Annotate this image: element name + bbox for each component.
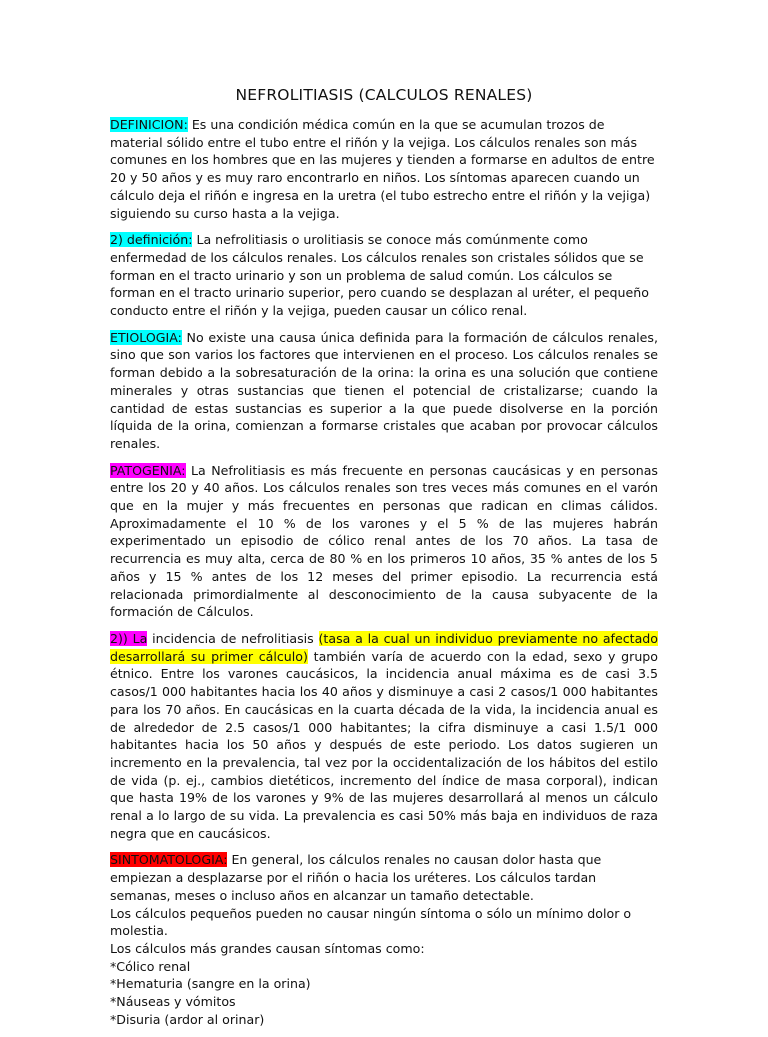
paragraph-incidencia (110, 630, 658, 842)
list-item: *Disuria (ardor al orinar) (110, 1011, 265, 1027)
label-sintomatologia: SINTOMATOLOGIA: (110, 852, 228, 868)
paragraph-definicion (110, 116, 658, 222)
text-sintomatologia-line2: Los cálculos pequeños pueden no causar ningún síntoma o sólo un mínimo dolor o molestia. (110, 905, 632, 939)
paragraph-definicion-2 (110, 231, 658, 320)
label-patogenia: PATOGENIA: (110, 462, 186, 478)
document-page (110, 86, 658, 1037)
text-etiologia: No existe una causa única definida para la formación de cálculos renales, sino que son varios los factores que intervienen en el proceso. Los cálculos renales se forman debido a la sobresaturación de la orina: la orina es una solución que contiene minerales y otras sustancias que tienen el potencial de cristalizarse; cuando la cantidad de estas sustancias es superior a la que puede disolverse en la porción líquida de la orina, comienzan a formarse cristales que acaban por provocar cálculos renales. (110, 329, 658, 451)
text-patogenia: La Nefrolitiasis es más frecuente en personas caucásicas y en personas entre los 20 y 40 años. Los cálculos renales son tres veces más comunes en el varón que en la mujer y más frecuentes en personas que radican en climas cálidos. Aproximadamente el 10 % de los varones y el 5 % de las mujeres habrán experimentado un episodio de cólico renal antes de los 70 años. La tasa de recurrencia es muy alta, cerca de 80 % en los primeros 10 años, 35 % antes de los 5 años y 15 % antes de los 12 meses del primer episodio. La recurrencia está relacionada primordialmente al desconocimiento de la causa subyacente de la formación de Cálculos. (110, 462, 658, 620)
paragraph-etiologia (110, 329, 658, 453)
section-sintomatologia (110, 851, 658, 1028)
label-etiologia: ETIOLOGIA: (110, 329, 182, 345)
text-sintomatologia-line3: Los cálculos más grandes causan síntomas como: (110, 940, 425, 956)
text-sintomatologia: En general, los cálculos renales no causan dolor hasta que empiezan a desplazarse por el riñón o hacia los uréteres. Los cálculos tardan semanas, meses o incluso años en alcanzar un tamaño detectable. (110, 852, 602, 903)
text-definicion: Es una condición médica común en la que se acumulan trozos de material sólido entre el tubo entre el riñón y la vejiga. Los cálculos renales son más comunes en los hombres que en las mujeres y tienden a formarse en adultos de entre 20 y 50 años y es muy raro encontrarlo en niños. Los síntomas aparecen cuando un cálculo deja el riñón e ingresa en la uretra (el tubo estrecho entre el riñón y la vejiga) siguiendo su curso hasta a la vejiga. (110, 117, 655, 221)
label-definicion-2: 2) definición: (110, 232, 193, 248)
highlight-incidencia: (tasa a la cual un individuo previamente no afectado desarrollará su primer cálculo) (110, 630, 659, 664)
list-item: *Náuseas y vómitos (110, 994, 236, 1010)
paragraph-patogenia (110, 462, 658, 621)
document-title: NEFROLITIASIS (CALCULOS RENALES) (235, 86, 533, 104)
label-incidencia: 2)) La (110, 630, 148, 646)
list-item: *Hematuria (sangre en la orina) (110, 976, 311, 992)
label-definicion: DEFINICION: (110, 117, 188, 132)
text-definicion-2: La nefrolitiasis o urolitiasis se conoce más comúnmente como enfermedad de los cálculos renales. Los cálculos renales son cristales sólidos que se forman en el tracto urinario y son un problema de salud común. Los cálculos se forman en el tracto urinario superior, pero cuando se desplazan al uréter, el pequeño conducto entre el riñón y la vejiga, pueden causar un cólico renal. (110, 232, 649, 319)
list-item: *Cólico renal (110, 958, 191, 974)
text-incidencia-after: también varía de acuerdo con la edad, sexo y grupo étnico. Entre los varones caucásicos, la incidencia anual máxima es de casi 3.5 casos/1 000 habitantes hacia los 40 años y disminuye a casi 2 casos/1 000 habitantes para los 70 años. En caucásicas en la cuarta década de la vida, la incidencia anual es de alrededor de 2.5 casos/1 000 habitantes; la cifra disminuye a casi 1.5/1 000 habitantes hacia los 50 años y después de este periodo. Los datos sugieren un incremento en la prevalencia, tal vez por la occidentalización de los hábitos del estilo de vida (p. ej., cambios dietéticos, incremento del índice de masa corporal), indican que hasta 19% de los varones y 9% de las mujeres desarrollará al menos un cálculo renal a lo largo de su vida. La prevalencia es casi 50% más baja en individuos de raza negra que en caucásicos. (110, 648, 658, 841)
text-incidencia-before: incidencia de nefrolitiasis (147, 630, 319, 646)
